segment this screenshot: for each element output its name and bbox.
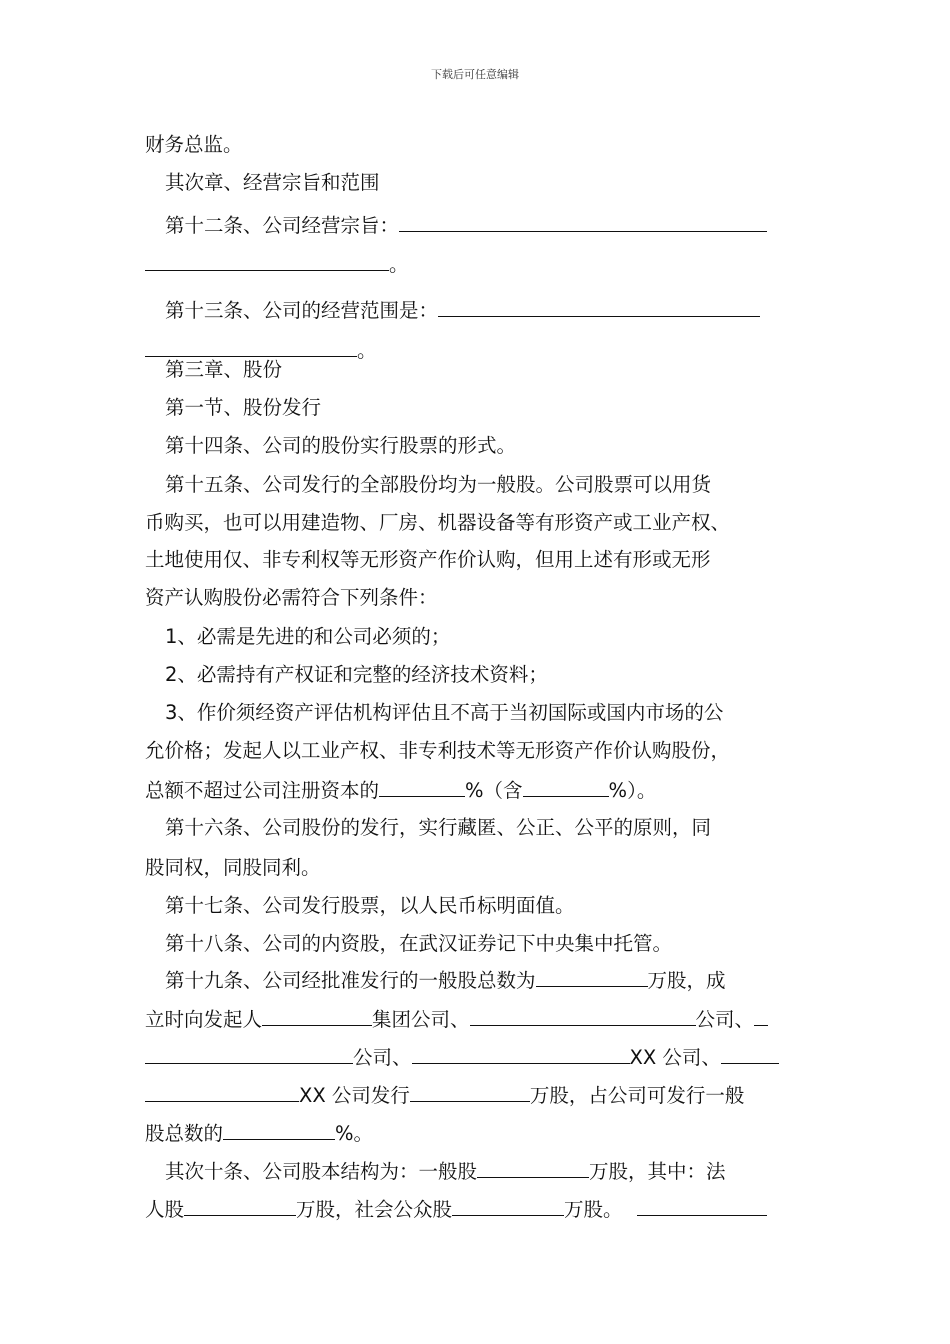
fill-blank <box>145 1075 299 1102</box>
fill-blank <box>223 1113 335 1140</box>
article-19-cont: XX 公司发行 万股，占公司可发行一般 <box>145 1075 744 1112</box>
paragraph-line: 财务总监。 <box>145 133 243 156</box>
article-15-cont: 资产认购股份必需符合下列条件： <box>145 586 438 609</box>
article-14: 第十四条、公司的股份实行股票的形式。 <box>165 434 517 457</box>
condition-item: 1、必需是先进的和公司必须的； <box>165 625 451 648</box>
page-header: 下载后可任意编辑 <box>431 68 519 81</box>
article-19-cont: 立时向发起人 集团公司、 公司、 <box>145 999 768 1036</box>
article-16: 第十六条、公司股份的发行，实行藏匿、公正、公平的原则，同 <box>165 816 712 839</box>
article-19-cont: 公司、 XX 公司、 <box>145 1037 779 1074</box>
fill-blank <box>452 1189 564 1216</box>
article-20-cont: 人股 万股，社会公众股 万股。 <box>145 1189 767 1226</box>
fill-blank <box>412 1037 630 1064</box>
fill-blank <box>721 1037 779 1064</box>
article-13-cont: 。 <box>145 330 377 367</box>
chapter-heading: 第三章、股份 <box>165 358 283 381</box>
condition-item-cont: 总额不超过公司注册资本的 %（含 %）。 <box>145 770 656 807</box>
article-12-cont: 。 <box>145 244 409 281</box>
article-15-cont: 土地使用仅、非专利权等无形资产作价认购，但用上述有形或无形 <box>145 548 711 571</box>
article-15-cont: 币购买，也可以用建造物、厂房、机器设备等有形资产或工业产权、 <box>145 511 731 534</box>
fill-blank <box>184 1189 296 1216</box>
fill-blank <box>637 1189 767 1216</box>
fill-blank <box>477 1151 589 1178</box>
condition-item-cont: 允价格；发起人以工业产权、非专利技术等无形资产作价认购股份， <box>145 739 731 762</box>
fill-blank <box>145 244 389 271</box>
article-19-cont: 股总数的 %。 <box>145 1113 373 1150</box>
article-20: 其次十条、公司股本结构为：一般股 万股，其中：法 <box>165 1151 726 1188</box>
fill-blank <box>536 960 648 987</box>
article-19: 第十九条、公司经批准发行的一般股总数为 万股，成 <box>165 960 726 997</box>
article-13: 第十三条、公司的经营范围是： <box>165 290 760 327</box>
fill-blank <box>145 1037 353 1064</box>
article-12: 第十二条、公司经营宗旨： <box>165 205 767 242</box>
article-16-cont: 股同权，同股同利。 <box>145 856 321 879</box>
fill-blank <box>523 770 609 797</box>
fill-blank <box>379 770 465 797</box>
fill-blank <box>754 999 768 1026</box>
article-18: 第十八条、公司的内资股，在武汉证券记下中央集中托管。 <box>165 932 673 955</box>
article-15: 第十五条、公司发行的全部股份均为一般股。公司股票可以用货 <box>165 473 712 496</box>
fill-blank <box>410 1075 530 1102</box>
chapter-heading: 其次章、经营宗旨和范围 <box>165 171 380 194</box>
condition-item: 3、作价须经资产评估机构评估且不高于当初国际或国内市场的公 <box>165 701 724 724</box>
fill-blank <box>470 999 696 1026</box>
section-heading: 第一节、股份发行 <box>165 396 322 419</box>
condition-item: 2、必需持有产权证和完整的经济技术资料； <box>165 663 548 686</box>
article-17: 第十七条、公司发行股票，以人民币标明面值。 <box>165 894 575 917</box>
fill-blank <box>399 205 767 232</box>
fill-blank <box>438 290 760 317</box>
fill-blank <box>262 999 372 1026</box>
